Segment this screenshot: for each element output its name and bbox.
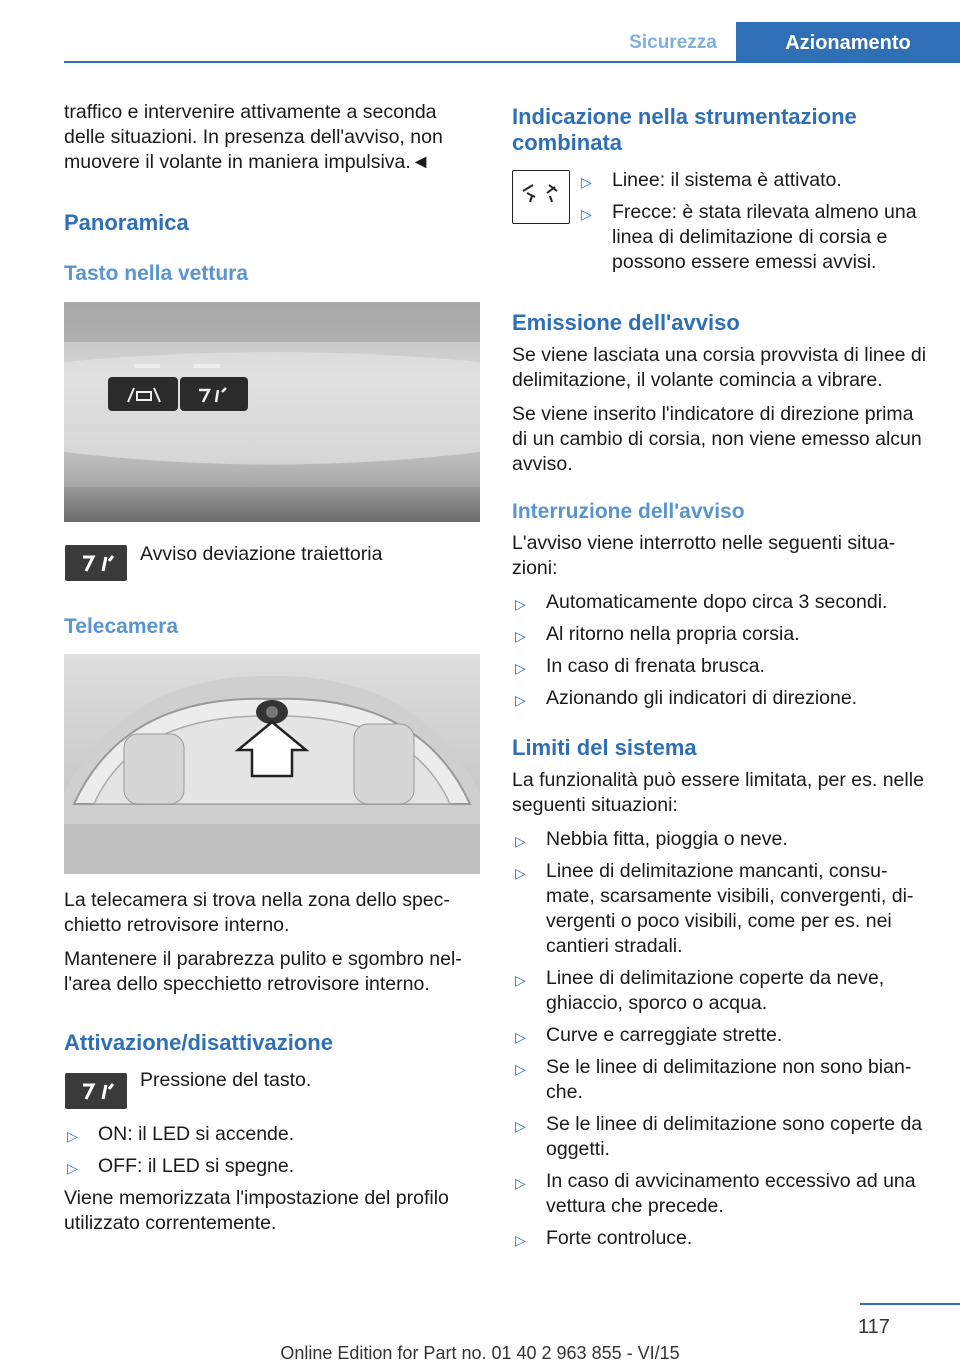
triangle-bullet-icon: ▷ xyxy=(515,833,526,849)
triangle-bullet-icon: ▷ xyxy=(515,1232,526,1248)
overview-heading: Panoramica xyxy=(64,210,189,235)
button-heading: Tasto nella vettura xyxy=(64,262,248,285)
triangle-bullet-icon: ▷ xyxy=(67,1128,78,1144)
triangle-bullet-icon: ▷ xyxy=(515,596,526,612)
triangle-bullet-icon: ▷ xyxy=(515,1029,526,1045)
triangle-bullet-icon: ▷ xyxy=(67,1160,78,1176)
cluster-lane-indicator-icon xyxy=(512,170,570,224)
header-chapter-tab: Azionamento xyxy=(736,22,960,63)
camera-photo xyxy=(64,654,480,874)
triangle-bullet-icon: ▷ xyxy=(515,865,526,881)
left-column xyxy=(64,100,482,175)
list-item: ▷ ON: il LED si accende. xyxy=(64,1122,482,1147)
header-rule xyxy=(64,61,960,63)
list-item: ▷ Forte controluce. xyxy=(512,1226,932,1251)
warning-text-block xyxy=(512,343,932,477)
list-item: ▷ Automaticamente dopo circa 3 secondi. xyxy=(512,590,932,615)
list-item: ▷ Se le linee di delimitazione non sono bian‐che. xyxy=(515,1056,912,1103)
triangle-bullet-icon: ▷ xyxy=(581,206,592,222)
list-item: ▷ Nebbia fitta, pioggia o neve. xyxy=(512,827,932,852)
interrupt-block xyxy=(512,531,932,718)
triangle-bullet-icon: ▷ xyxy=(515,1118,526,1134)
triangle-bullet-icon: ▷ xyxy=(515,628,526,644)
intro-paragraph: traffico e intervenire attivamente a seconda delle situazioni. In presenza dell'avviso, non muovere il volante in maniera impulsiva.◄ xyxy=(64,101,443,173)
triangle-bullet-icon: ▷ xyxy=(515,692,526,708)
page-number: 117 xyxy=(858,1316,890,1338)
triangle-bullet-icon: ▷ xyxy=(515,660,526,676)
list-item: ▷ In caso di avvicinamento eccessivo ad una vettura che precede. xyxy=(515,1170,916,1217)
button-panel-photo xyxy=(64,302,480,522)
triangle-bullet-icon: ▷ xyxy=(515,1175,526,1191)
list-item: ▷ Frecce: è stata rilevata almeno una linea di delimitazione di corsia e possono essere emessi avvisi. xyxy=(581,201,917,273)
camera-text-2: Mantenere il parabrezza pulito e sgombro nel‐l'area dello specchietto retrovisore interno. xyxy=(64,948,462,995)
triangle-bullet-icon: ▷ xyxy=(515,972,526,988)
triangle-bullet-icon: ▷ xyxy=(581,174,592,190)
limits-text: La funzionalità può essere limitata, per es. nelle seguenti situazioni: xyxy=(512,769,924,816)
lane-warning-button-icon xyxy=(65,545,127,581)
warning-heading: Emissione dell'avviso xyxy=(512,310,740,335)
list-item: ▷ OFF: il LED si spegne. xyxy=(64,1154,482,1179)
warning-text-2: Se viene inserito l'indicatore di direzione prima di un cambio di corsia, non viene emesso alcun avviso. xyxy=(512,403,922,475)
activation-text: Pressione del tasto. xyxy=(140,1069,312,1091)
list-item: ▷ Curve e carreggiate strette. xyxy=(512,1023,932,1048)
footer-rule xyxy=(860,1303,960,1305)
list-item: ▷ Linee: il sistema è attivato. xyxy=(578,168,932,193)
activation-list xyxy=(64,1122,482,1179)
interrupt-heading: Interruzione dell'avviso xyxy=(512,500,745,523)
display-list xyxy=(578,168,932,275)
activation-list-block xyxy=(64,1122,482,1236)
camera-heading: Telecamera xyxy=(64,615,179,638)
header-section-label: Sicurezza xyxy=(629,32,717,53)
triangle-bullet-icon: ▷ xyxy=(515,1061,526,1077)
activation-heading: Attivazione/disattivazione xyxy=(64,1030,333,1055)
camera-text-block xyxy=(64,888,482,997)
camera-text-1: La telecamera si trova nella zona dello spec‐chietto retrovisore interno. xyxy=(64,889,450,936)
display-heading: Indicazione nella strumentazione combinata xyxy=(512,104,857,155)
limits-block xyxy=(512,768,932,1258)
interrupt-list xyxy=(512,590,932,711)
lane-warning-button-icon-2 xyxy=(65,1073,127,1109)
list-item: ▷ Se le linee di delimitazione sono coperte da oggetti. xyxy=(515,1113,923,1160)
limits-heading: Limiti del sistema xyxy=(512,735,697,760)
activation-note: Viene memorizzata l'impostazione del profilo utilizzato correntemente. xyxy=(64,1187,449,1234)
button-caption: Avviso deviazione traiettoria xyxy=(140,543,383,565)
list-item: ▷ In caso di frenata brusca. xyxy=(512,654,932,679)
list-item: ▷ Linee di delimitazione coperte da neve, ghiaccio, sporco o acqua. xyxy=(515,967,885,1014)
edition-footer: Online Edition for Part no. 01 40 2 963 855 - VI/15 xyxy=(280,1343,680,1363)
limits-list xyxy=(512,827,932,1251)
list-item: ▷ Al ritorno nella propria corsia. xyxy=(512,622,932,647)
warning-text-1: Se viene lasciata una corsia provvista di linee di delimitazione, il volante comincia a vibrare. xyxy=(512,344,927,391)
list-item: ▷ Azionando gli indicatori di direzione. xyxy=(512,686,932,711)
interrupt-text: L'avviso viene interrotto nelle seguenti situa‐zioni: xyxy=(512,532,896,579)
display-list-block xyxy=(578,168,932,282)
list-item: ▷ Linee di delimitazione mancanti, consu‐mate, scarsamente visibili, convergenti, di‐vergenti o poco visibili, come per es. nei cantieri stradali. xyxy=(515,860,914,957)
